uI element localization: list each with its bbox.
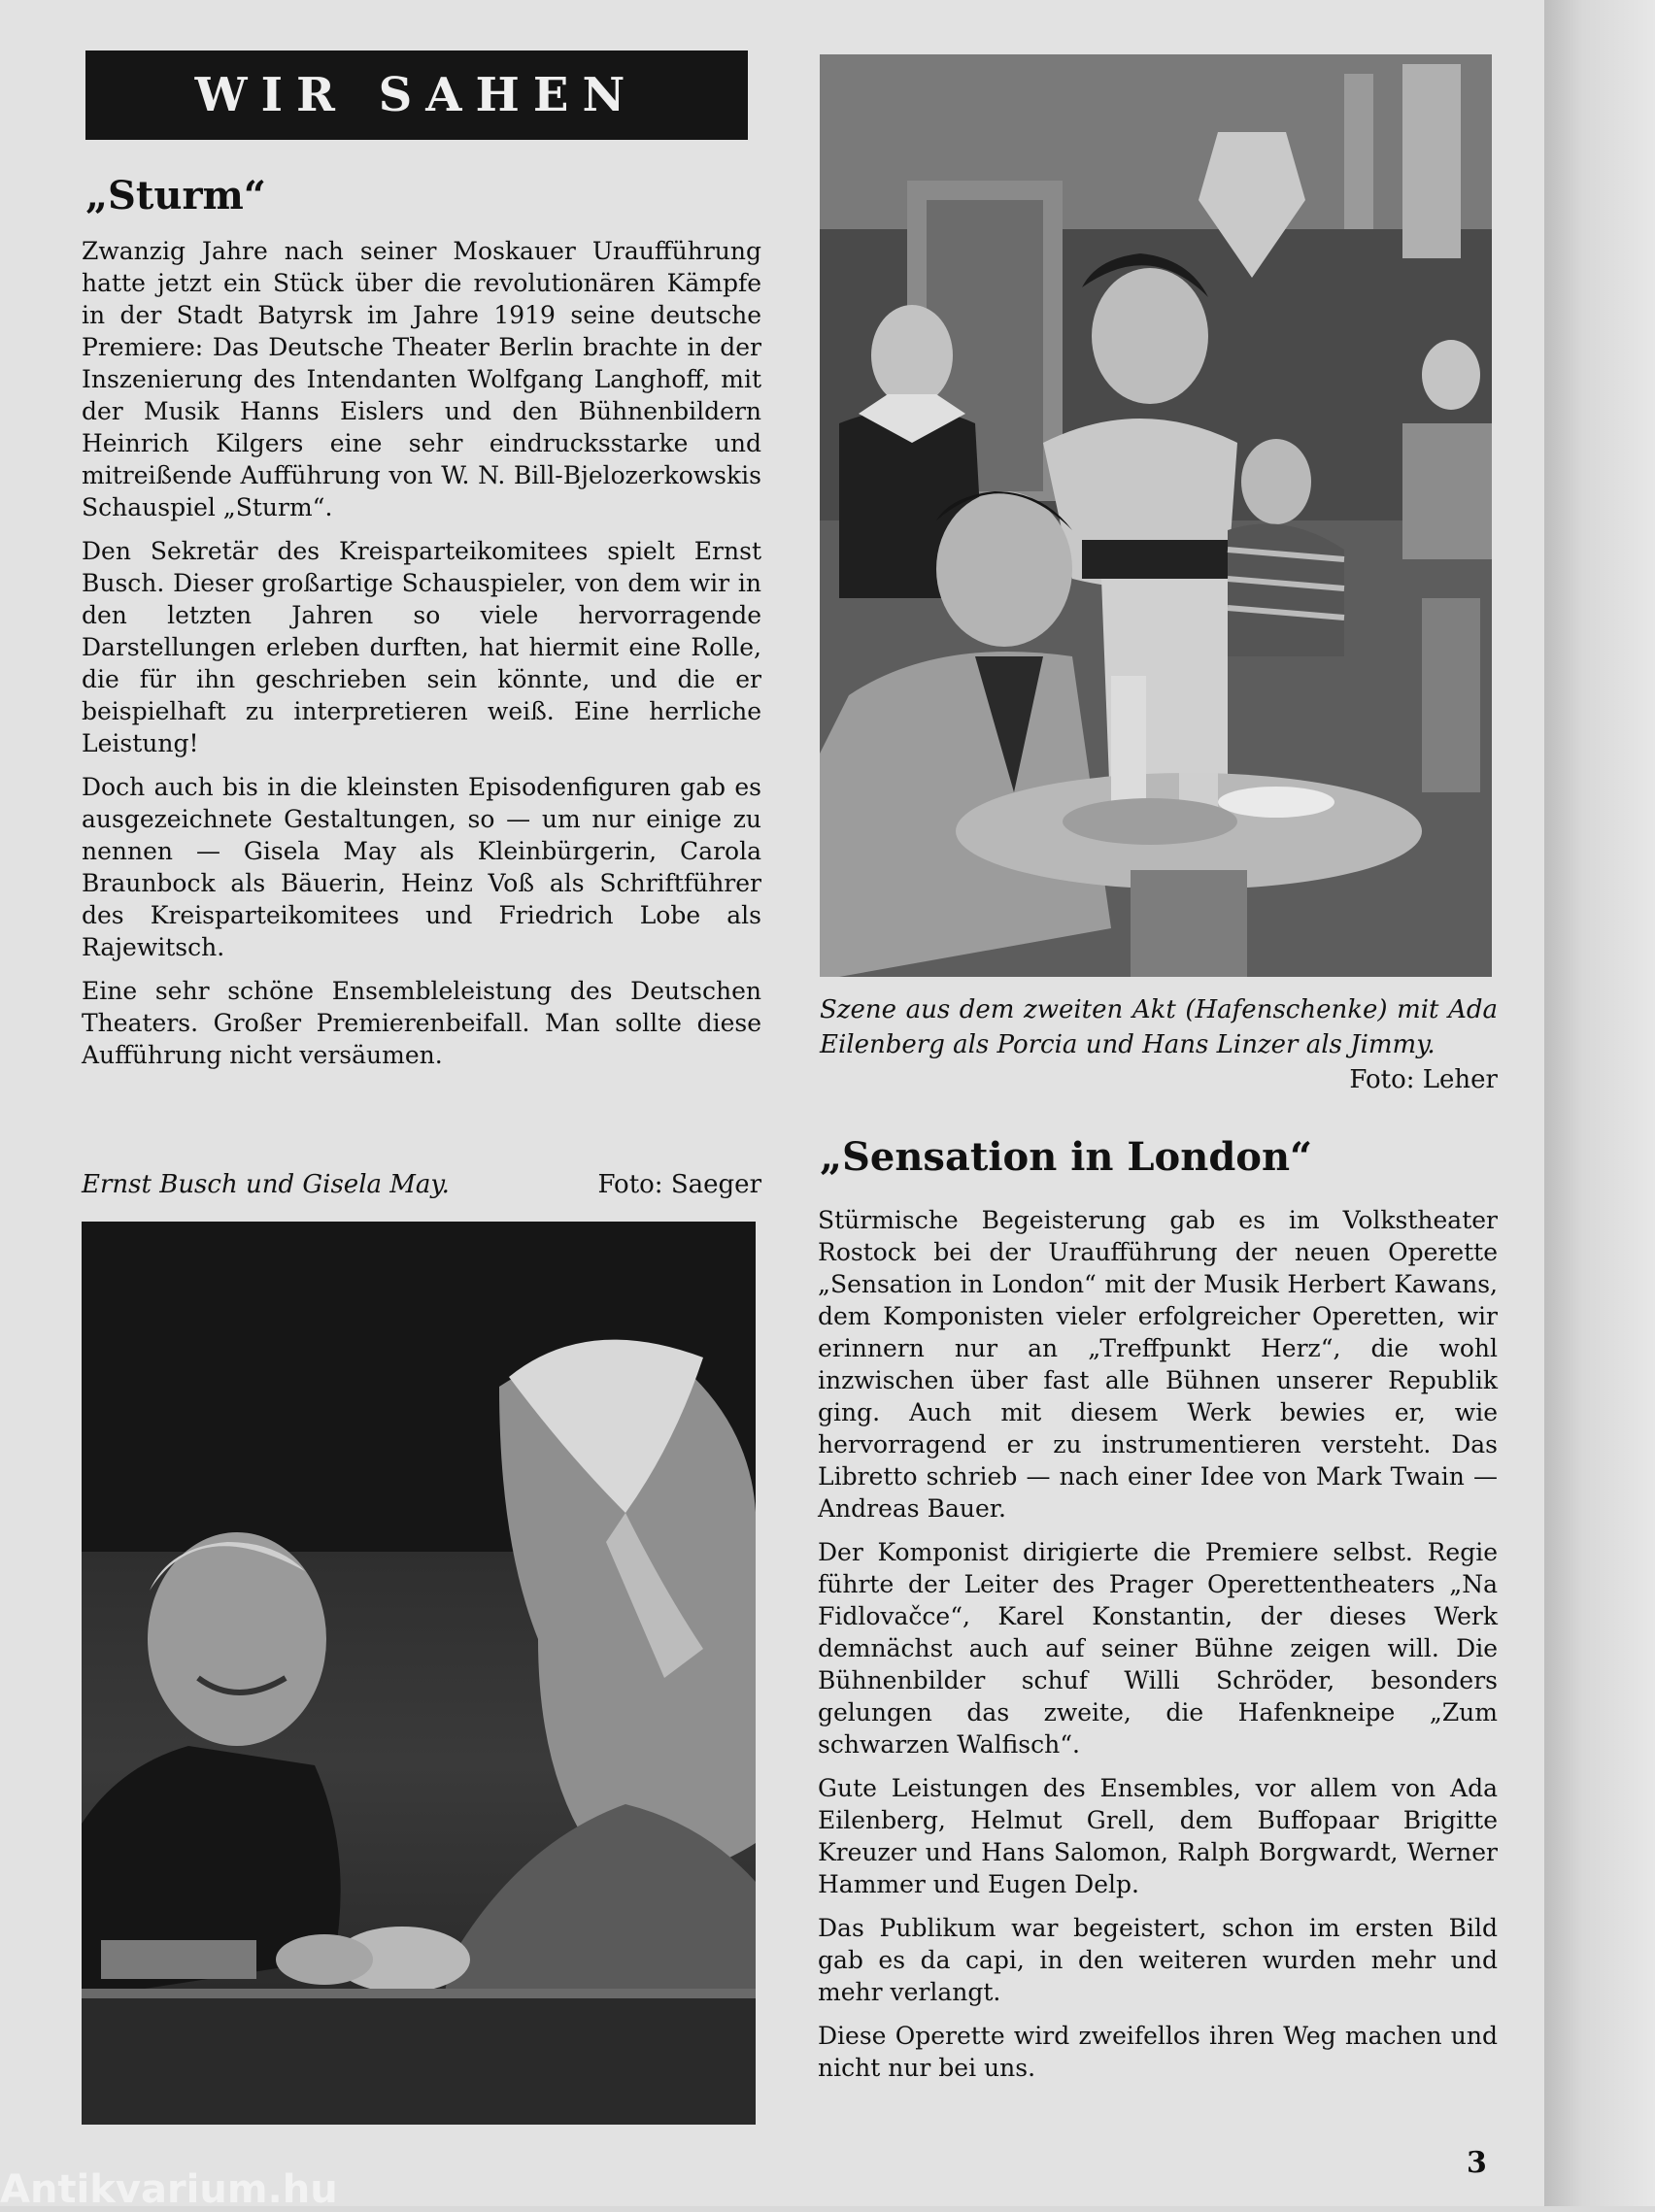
right-photo-caption [820,992,1498,1097]
left-photo-caption-text: Ernst Busch und Gisela May. [82,1170,450,1199]
sensation-paragraph-4: Das Publikum war begeistert, schon im ersten Bild gab es da capi, in den weiteren wurden mehr und mehr verlangt. [818,1914,1498,2006]
sturm-paragraph-2: Den Sekretär des Kreisparteikomitees spielt Ernst Busch. Dieser großartige Schauspieler, von dem wir in den letzten Jahren so viele hervorragende Darstellungen erleben durften, hat hiermit eine Rolle, die für ihn geschrieben sein könnte, und die er beispielhaft zu interpretieren weiß. Eine herrliche Leistung! [82,537,761,757]
page-number: 3 [1467,2146,1487,2180]
sturm-headline: „Sturm“ [85,173,266,218]
sturm-paragraph-3: Doch auch bis in die kleinsten Episodenfiguren gab es ausgezeichnete Gestaltungen, so — um nur einige zu nennen — Gisela May als Kleinbürgerin, Carola Braunbock als Bäuerin, Heinz Voß als Schriftführer des Kreisparteikomitees und Friedrich Lobe als Rajewitsch. [82,773,761,961]
left-photo-credit: Foto: Saeger [597,1170,761,1199]
sturm-article-body [82,235,761,1083]
sensation-headline: „Sensation in London“ [820,1134,1313,1180]
watermark: Antikvarium.hu [0,2167,338,2212]
sensation-paragraph-3: Gute Leistungen des Ensembles, vor allem von Ada Eilenberg, Helmut Grell, dem Buffopaar Brigitte Kreuzer und Hans Salomon, Ralph Borgwardt, Werner Hammer und Eugen Delp. [818,1774,1498,1898]
page-gutter-edge [1544,0,1655,2206]
sturm-paragraph-4: Eine sehr schöne Ensembleleistung des Deutschen Theaters. Großer Premierenbeifall. Man sollte diese Aufführung nicht versäumen. [82,977,761,1069]
sensation-paragraph-1: Stürmische Begeisterung gab es im Volkstheater Rostock bei der Uraufführung der neuen Operette „Sensation in London“ mit der Musik Herbert Kawans, dem Komponisten vieler erfolgreicher Operetten, wir erinnern nur an „Treffpunkt Herz“, die wohl inzwischen über fast alle Bühnen unserer Republik ging. Auch mit diesem Werk bewies er, wie hervorragend er zu instrumentieren versteht. Das Libretto schrieb — nach einer Idee von Mark Twain — Andreas Bauer. [818,1206,1498,1523]
photo-illustration [82,1222,756,2125]
section-banner [85,50,748,140]
sensation-paragraph-5: Diese Operette wird zweifellos ihren Weg machen und nicht nur bei uns. [818,2022,1498,2082]
section-banner-label: WIR SAHEN [194,68,639,122]
sensation-article-body [818,1204,1498,2095]
sturm-paragraph-1: Zwanzig Jahre nach seiner Moskauer Uraufführung hatte jetzt ein Stück über die revolutionären Kämpfe in der Stadt Batyrsk im Jahre 1919 seine deutsche Premiere: Das Deutsche Theater Berlin brachte in der Inszenierung des Intendanten Wolfgang Langhoff, mit der Musik Hanns Eislers und den Bühnenbildern Heinrich Kilgers eine sehr eindrucksstarke und mitreißende Aufführung von W. N. Bill-Bjelozerkowskis Schauspiel „Sturm“. [82,237,761,521]
right-photo-credit: Foto: Leher [1349,1065,1498,1094]
hafenschenke-scene-photo [820,54,1492,977]
ernst-busch-gisela-may-photo [82,1222,756,2125]
left-photo-caption [82,1167,761,1202]
right-photo-caption-text: Szene aus dem zweiten Akt (Hafenschenke) mit Ada Eilenberg als Porcia und Hans Linzer als Jimmy. [820,995,1498,1059]
photo-illustration [820,54,1492,977]
sensation-paragraph-2: Der Komponist dirigierte die Premiere selbst. Regie führte der Leiter des Prager Operettentheaters „Na Fidlovačce“, Karel Konstantin, der dieses Werk demnächst auch auf seiner Bühne zeigen will. Die Bühnenbilder schuf Willi Schröder, besonders gelungen das zweite, die Hafenkneipe „Zum schwarzen Walfisch“. [818,1538,1498,1759]
